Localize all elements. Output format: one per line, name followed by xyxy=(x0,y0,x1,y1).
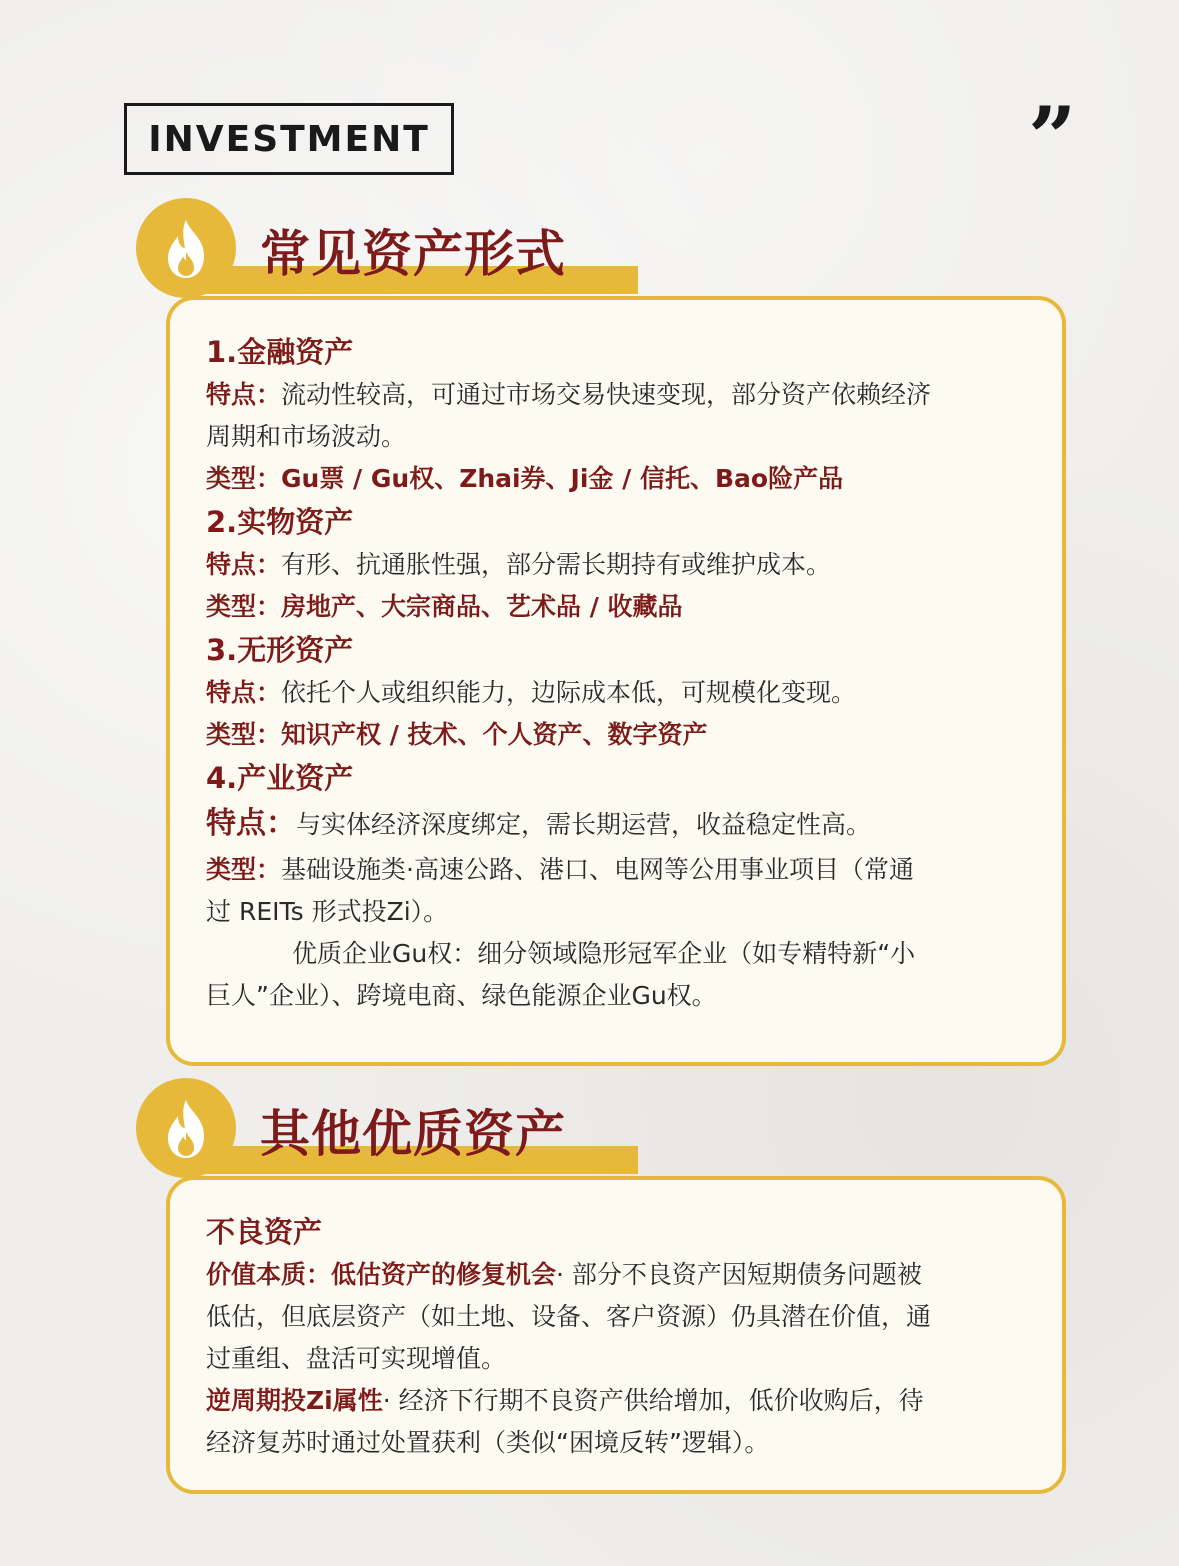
item1-feature-cont: 周期和市场波动。 xyxy=(206,422,407,451)
item3-feature-label: 特点： xyxy=(206,678,282,707)
item2-type-label: 类型： xyxy=(206,592,282,621)
quote-mark-icon: ” xyxy=(1028,88,1077,187)
section1-header xyxy=(136,198,656,298)
section2-header xyxy=(136,1078,656,1178)
item4-type xyxy=(206,849,1026,891)
item1-type-text: Gu票 / Gu权、Zhai券、Ji金 / 信托、Bao险产品 xyxy=(281,464,844,493)
item4-extra-line1: 优质企业Gu权：细分领域隐形冠军企业（如专精特新“小 xyxy=(292,939,916,968)
item1-feature xyxy=(206,374,1026,416)
brand-title: INVESTMENT xyxy=(148,118,430,160)
section2-p2-label: 逆周期投Zi属性 xyxy=(206,1386,383,1415)
item1-heading: 1.金融资产 xyxy=(206,335,354,369)
section1-title: 常见资产形式 xyxy=(260,225,566,283)
item1-type-label: 类型： xyxy=(206,464,282,493)
section2-heading: 不良资产 xyxy=(206,1215,323,1249)
item3-feature xyxy=(206,672,1026,714)
item1-type xyxy=(206,458,1026,500)
item3-type xyxy=(206,714,1026,756)
item3-heading: 3.无形资产 xyxy=(206,633,354,667)
section2-p1-text: · 部分不良资产因短期债务问题被 xyxy=(556,1260,922,1289)
item1-feature-text: 流动性较高，可通过市场交易快速变现，部分资产依赖经济 xyxy=(281,380,932,409)
item4-type-text: 基础设施类·高速公路、港口、电网等公用事业项目（常通 xyxy=(281,855,914,884)
item3-feature-text: 依托个人或组织能力，边际成本低，可规模化变现。 xyxy=(281,678,857,707)
item1-feature-label: 特点： xyxy=(206,380,282,409)
section2-p2-cont: 经济复苏时通过处置获利（类似“困境反转”逻辑）。 xyxy=(206,1428,770,1457)
section2-p2 xyxy=(206,1380,1026,1422)
item4-feature-text: 与实体经济深度绑定，需长期运营，收益稳定性高。 xyxy=(296,810,872,839)
section2-p1 xyxy=(206,1254,1026,1296)
item3-type-text: 知识产权 / 技术、个人资产、数字资产 xyxy=(281,720,708,749)
item2-feature xyxy=(206,544,1026,586)
item2-type xyxy=(206,586,1026,628)
item4-feature xyxy=(206,800,1026,849)
section1-card xyxy=(166,296,1066,1066)
item4-feature-label: 特点： xyxy=(206,806,296,841)
item2-feature-label: 特点： xyxy=(206,550,282,579)
item2-type-text: 房地产、大宗商品、艺术品 / 收藏品 xyxy=(281,592,683,621)
item2-heading: 2.实物资产 xyxy=(206,505,354,539)
section2-p1-cont2: 过重组、盘活可实现增值。 xyxy=(206,1344,507,1373)
item4-type-label: 类型： xyxy=(206,855,282,884)
item2-feature-text: 有形、抗通胀性强，部分需长期持有或维护成本。 xyxy=(281,550,832,579)
section2-p1-cont: 低估，但底层资产（如土地、设备、客户资源）仍具潜在价值，通 xyxy=(206,1302,932,1331)
flame-icon xyxy=(136,1078,236,1178)
section2-title: 其他优质资产 xyxy=(260,1105,566,1163)
section2-card xyxy=(166,1176,1066,1494)
item4-extra-line2: 巨人”企业）、跨境电商、绿色能源企业Gu权。 xyxy=(206,981,717,1010)
section2-p1-label: 价值本质：低估资产的修复机会 xyxy=(206,1260,557,1289)
item3-type-label: 类型： xyxy=(206,720,282,749)
flame-icon xyxy=(136,198,236,298)
brand-box xyxy=(124,103,454,175)
item4-heading: 4.产业资产 xyxy=(206,761,354,795)
item4-type-cont: 过 REITs 形式投Zi）。 xyxy=(206,897,449,926)
section2-p2-text: · 经济下行期不良资产供给增加，低价收购后，待 xyxy=(382,1386,924,1415)
